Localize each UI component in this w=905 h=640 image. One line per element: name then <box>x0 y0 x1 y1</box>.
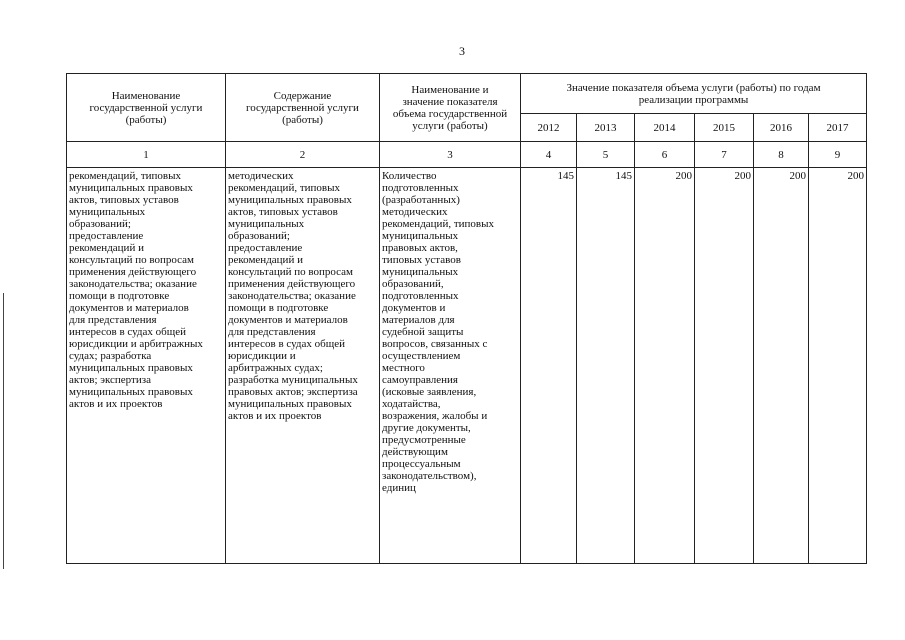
header-year: 2017 <box>809 114 867 142</box>
column-number: 1 <box>67 142 226 168</box>
header-year: 2013 <box>577 114 635 142</box>
cell-value-2013: 145 <box>577 168 635 564</box>
column-number: 2 <box>226 142 380 168</box>
cell-indicator: Количество подготовленных (разработанных) методических рекомендаций, типовых муниципальных правовых актов, типовых уставов муниципальных образований, подготовленных документов и материалов для судебной защиты вопросов, связанных с осуществлением местного самоуправления (исковые заявления, ходатайства, возражения, жалобы и другие документы, предусмотренные действующим процессуальным законодательством), единиц <box>380 168 521 564</box>
header-year: 2012 <box>521 114 577 142</box>
header-year: 2015 <box>695 114 754 142</box>
service-volume-table <box>66 73 867 564</box>
column-number: 6 <box>635 142 695 168</box>
header-year: 2016 <box>754 114 809 142</box>
header-years-group: Значение показателя объема услуги (работы) по годам реализации программы <box>521 74 867 114</box>
header-year: 2014 <box>635 114 695 142</box>
header-service-name: Наименование государственной услуги (работы) <box>67 74 226 142</box>
column-number: 9 <box>809 142 867 168</box>
cell-value-2016: 200 <box>754 168 809 564</box>
column-number: 4 <box>521 142 577 168</box>
column-number: 3 <box>380 142 521 168</box>
cell-service-content: методических рекомендаций, типовых муниципальных правовых актов, типовых уставов муниципальных образований; предоставление рекомендаций и консультаций по вопросам применения действующего законодательства; оказание помощи в подготовке документов и материалов для представления интересов в судах общей юрисдикции и арбитражных судах; разработка муниципальных правовых актов; экспертиза муниципальных правовых актов и их проектов <box>226 168 380 564</box>
cell-value-2015: 200 <box>695 168 754 564</box>
cell-value-2017: 200 <box>809 168 867 564</box>
page-number: 3 <box>459 44 465 58</box>
column-number: 5 <box>577 142 635 168</box>
column-number: 7 <box>695 142 754 168</box>
column-number: 8 <box>754 142 809 168</box>
cell-value-2014: 200 <box>635 168 695 564</box>
cell-value-2012: 145 <box>521 168 577 564</box>
header-indicator: Наименование и значение показателя объема государственной услуги (работы) <box>380 74 521 142</box>
cell-service-name: рекомендаций, типовых муниципальных правовых актов, типовых уставов муниципальных образований; предоставление рекомендаций и консультаций по вопросам применения действующего законодательства; оказание помощи в подготовке документов и материалов для представления интересов в судах общей юрисдикции и арбитражных судах; разработка муниципальных правовых актов; экспертиза муниципальных правовых актов и их проектов <box>67 168 226 564</box>
header-service-content: Содержание государственной услуги (работы) <box>226 74 380 142</box>
margin-rule <box>3 293 4 569</box>
